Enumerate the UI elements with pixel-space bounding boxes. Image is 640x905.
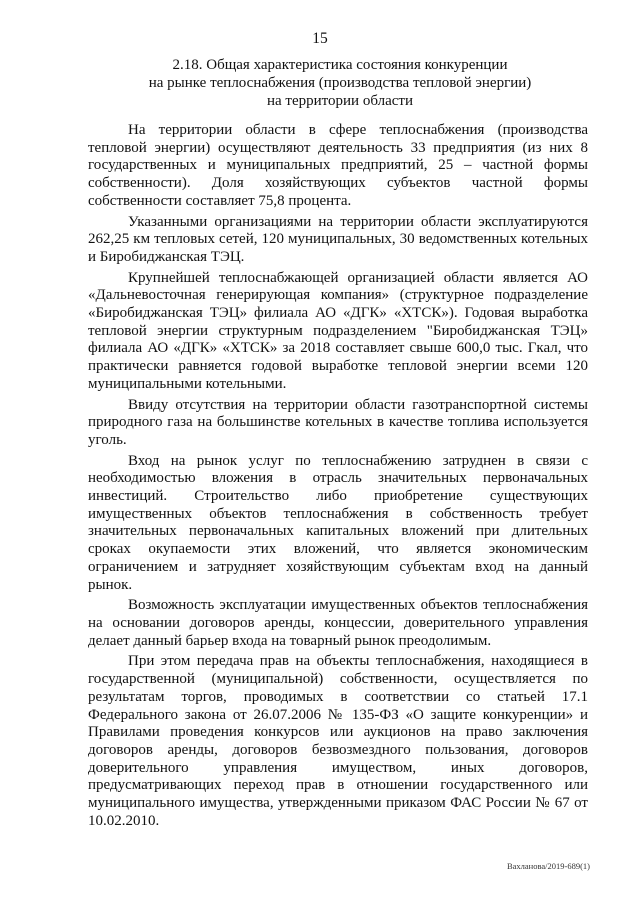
page-number: 15 [312,30,328,47]
paragraph-3: Крупнейшей теплоснабжающей организацией области является АО «Дальневосточная генерирующая компания» (структурное подразделение «Биробиджанская ТЭЦ» филиала АО «ДГК» «ХТСК»). Годовая выработка тепловой энергии структурным подразделением "Биробиджанская ТЭЦ» филиала АО «ДГК» «ХТСК» за 2018 составляет свыше 600,0 тыс. Гкал, что практически равняется годовой выработке тепловой энергии всеми 120 муниципальными котельными. [88,269,588,392]
document-reference-code: Вахланова/2019-689(1) [506,861,590,871]
paragraph-6: Возможность эксплуатации имущественных объектов теплоснабжения на основании договоров аренды, концессии, доверительного управления делает данный барьер входа на товарный рынок преодолимым. [88,597,588,649]
paragraph-7: При этом передача прав на объекты теплоснабжения, находящиеся в государственной (муниципальной) собственности, осуществляется по результатам торгов, проводимых в соответствии со статьей 17.1 Федерального закона от 26.07.2006 № 135-ФЗ «О защите конкуренции» и Правилами проведения конкурсов или аукционов на право заключения договоров аренды, договоров безвозмездного пользования, договоров доверительного управления имуществом, иных договоров, предусматривающих переход прав в отношении государственного или муниципального имущества, утвержденными приказом ФАС России № 67 от 10.02.2010. [88,653,588,829]
heading-line-3: на территории области [267,93,413,109]
document-body [88,122,588,833]
section-heading [60,56,620,110]
heading-line-1: 2.18. Общая характеристика состояния конкуренции [172,57,508,73]
paragraph-5: Вход на рынок услуг по теплоснабжению затруднен в связи с необходимостью вложения в отрасль значительных первоначальных инвестиций. Строительство либо приобретение существующих имущественных объектов теплоснабжения в собственность требует значительных первоначальных капитальных вложений при длительных сроках окупаемости этих вложений, что является экономическим ограничением и затрудняет хозяйствующим субъектам вход на данный рынок. [88,452,588,593]
paragraph-2: Указанными организациями на территории области эксплуатируются 262,25 км тепловых сетей, 120 муниципальных, 30 ведомственных котельных и Биробиджанская ТЭЦ. [88,213,588,265]
paragraph-1: На территории области в сфере теплоснабжения (производства тепловой энергии) осуществляют деятельность 33 предприятия (из них 8 государственных и муниципальных предприятий, 25 – частной формы собственности). Доля хозяйствующих субъектов частной формы собственности составляет 75,8 процента. [88,122,588,209]
paragraph-4: Ввиду отсутствия на территории области газотранспортной системы природного газа на большинстве котельных в качестве топлива используется уголь. [88,396,588,448]
heading-line-2: на рынке теплоснабжения (производства тепловой энергии) [148,75,532,91]
